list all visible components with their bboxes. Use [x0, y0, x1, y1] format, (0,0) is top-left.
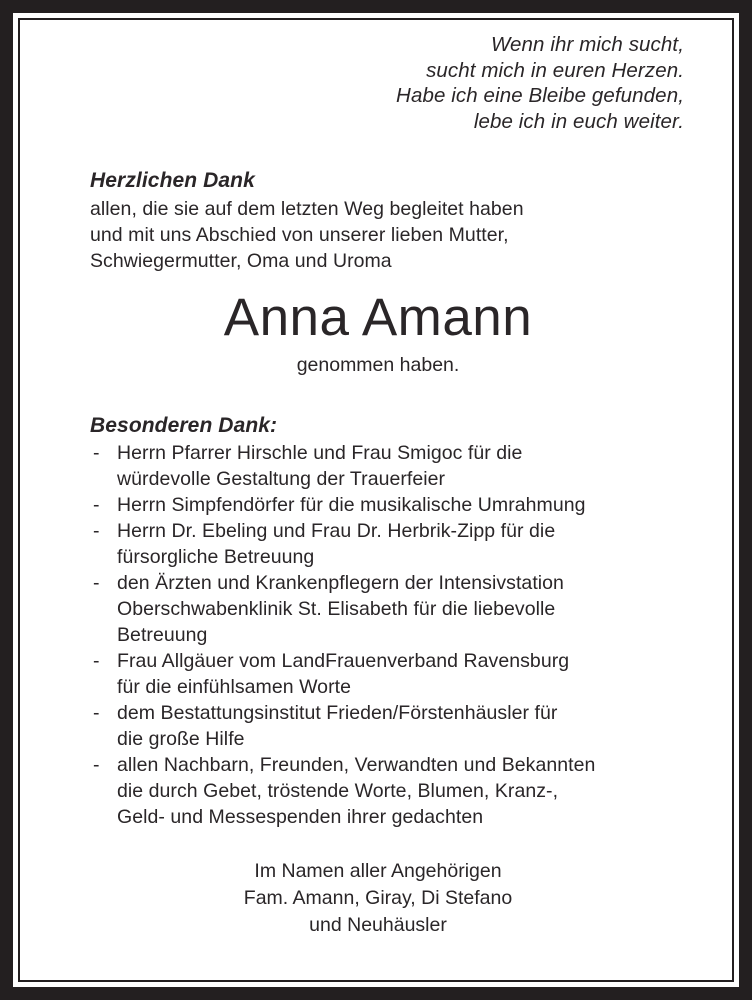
poem-line-0: Wenn ihr mich sucht,	[490, 33, 684, 56]
memorial-poem	[90, 32, 684, 134]
special-thanks-item	[90, 700, 684, 752]
list-bullet-dash: -	[93, 442, 100, 464]
signature-line-2: und Neuhäusler	[309, 914, 447, 936]
special-thanks-item	[90, 492, 684, 518]
special-thanks-item-1-line-0: Herrn Simpfendörfer für die musikalische Umrahmung	[117, 494, 586, 516]
special-thanks-item	[90, 752, 684, 830]
poem-line-2: Habe ich eine Bleibe gefunden,	[396, 84, 684, 107]
special-thanks-item-4-line-1: für die einfühlsamen Worte	[117, 676, 351, 698]
special-thanks-item-3-line-0: den Ärzten und Krankenpflegern der Intensivstation	[117, 572, 564, 594]
signature-line-0: Im Namen aller Angehörigen	[254, 860, 502, 882]
special-thanks-item-5-line-0: dem Bestattungsinstitut Frieden/Förstenhäusler für	[117, 702, 558, 724]
thanks-body-line-1: und mit uns Abschied von unserer lieben Mutter,	[90, 224, 509, 246]
special-thanks-item-6-line-2: Geld- und Messespenden ihrer gedachten	[117, 806, 484, 828]
special-thanks-item-5-line-1: die große Hilfe	[117, 728, 245, 750]
special-thanks-heading: Besonderen Dank:	[90, 414, 278, 437]
thanks-section	[90, 167, 684, 274]
signature-line-1: Fam. Amann, Giray, Di Stefano	[243, 887, 513, 909]
special-thanks-item-2-line-0: Herrn Dr. Ebeling und Frau Dr. Herbrik-Zipp für die	[117, 520, 556, 542]
deceased-name-suffix: genommen haben.	[296, 354, 460, 376]
special-thanks-item-0-line-1: würdevolle Gestaltung der Trauerfeier	[117, 468, 446, 490]
special-thanks-item	[90, 440, 684, 492]
deceased-name: Anna Amann	[223, 288, 533, 347]
list-bullet-dash: -	[93, 494, 100, 516]
signature-block	[90, 858, 684, 939]
special-thanks-section	[90, 412, 684, 830]
special-thanks-item-2-line-1: fürsorgliche Betreuung	[117, 546, 315, 568]
list-bullet-dash: -	[93, 572, 100, 594]
frame-inner-rule	[18, 18, 734, 982]
list-bullet-dash: -	[93, 650, 100, 672]
frame-white-gap	[13, 13, 739, 987]
list-bullet-dash: -	[93, 520, 100, 542]
list-bullet-dash: -	[93, 702, 100, 724]
poem-line-3: lebe ich in euch weiter.	[473, 109, 684, 133]
special-thanks-item-6-line-0: allen Nachbarn, Freunden, Verwandten und Bekannten	[117, 754, 596, 776]
poem-line-1: sucht mich in euren Herzen.	[426, 58, 684, 82]
notice-content	[20, 20, 732, 980]
special-thanks-item-3-line-2: Betreuung	[117, 624, 208, 646]
list-bullet-dash: -	[93, 754, 100, 776]
thanks-body-line-2: Schwiegermutter, Oma und Uroma	[90, 250, 392, 272]
special-thanks-list	[90, 440, 684, 830]
thanks-heading: Herzlichen Dank	[90, 169, 255, 192]
special-thanks-item	[90, 648, 684, 700]
thanks-body-line-0: allen, die sie auf dem letzten Weg begleitet haben	[90, 198, 524, 220]
special-thanks-item-3-line-1: Oberschwabenklinik St. Elisabeth für die liebevolle	[117, 598, 556, 620]
special-thanks-item-0-line-0: Herrn Pfarrer Hirschle und Frau Smigoc für die	[117, 442, 523, 464]
special-thanks-item-4-line-0: Frau Allgäuer vom LandFrauenverband Ravensburg	[117, 650, 570, 672]
special-thanks-item-6-line-1: die durch Gebet, tröstende Worte, Blumen, Kranz-,	[117, 780, 559, 802]
special-thanks-item	[90, 518, 684, 570]
thanks-body	[90, 196, 684, 274]
special-thanks-item	[90, 570, 684, 648]
